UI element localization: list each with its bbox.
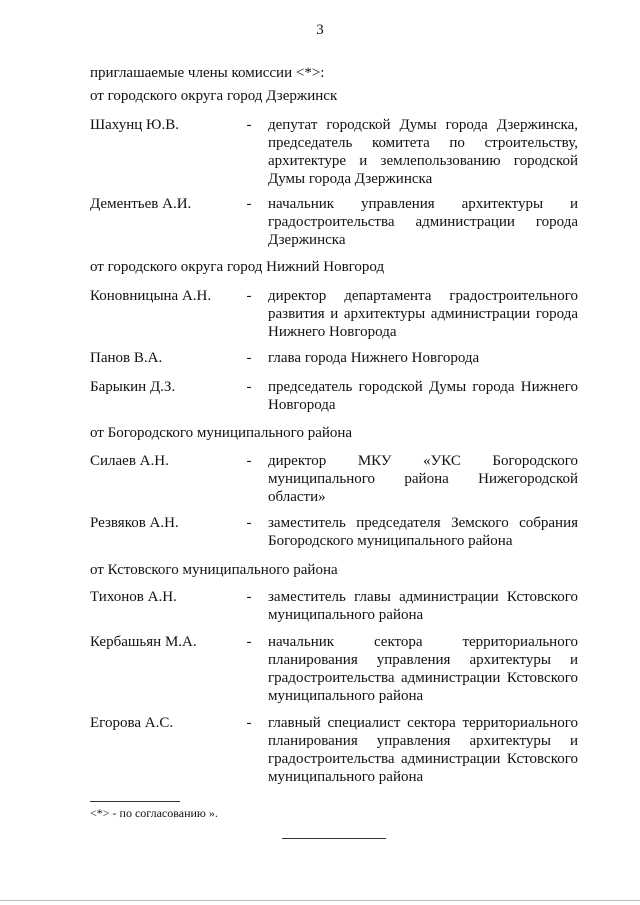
member-name: Тихонов А.Н. [90, 589, 177, 605]
member-role: директор департамента градостроительного развития и архитектуры администрации города Нижнего Новгорода [268, 288, 578, 340]
member-name: Егорова А.С. [90, 715, 174, 731]
member-role: председатель городской Думы города Нижнего Новгорода [268, 379, 578, 413]
member-name: Дементьев А.И. [90, 196, 192, 212]
member-dash: - [246, 715, 252, 731]
member-dash: - [246, 379, 252, 395]
member-dash: - [246, 515, 252, 531]
member-role: директор МКУ «УКС Богородского муниципального района Нижегородской области» [268, 453, 578, 505]
member-name: Резвяков А.Н. [90, 515, 179, 531]
member-role: начальник сектора территориального планирования управления архитектуры и градостроительства администрации Кстовского муниципального района [268, 634, 578, 704]
member-dash: - [246, 288, 252, 304]
member-dash: - [246, 350, 252, 366]
section-title-nizhny-novgorod: от городского округа город Нижний Новгород [90, 259, 385, 275]
end-separator [282, 838, 386, 839]
member-name: Шахунц Ю.В. [90, 117, 179, 133]
intro-text: приглашаемые члены комиссии <*>: [90, 65, 325, 81]
section-title-dzerzhinsk: от городского округа город Дзержинск [90, 88, 338, 104]
page-bottom-edge [0, 900, 640, 901]
member-name: Силаев А.Н. [90, 453, 169, 469]
member-name: Коновницына А.Н. [90, 288, 212, 304]
member-role: главный специалист сектора территориального планирования управления архитектуры и градостроительства администрации Кстовского муниципального района [268, 715, 578, 785]
footnote-separator [90, 801, 180, 802]
member-dash: - [246, 634, 252, 650]
member-role: заместитель председателя Земского собрания Богородского муниципального района [268, 515, 578, 549]
section-title-bogorodsk: от Богородского муниципального района [90, 425, 353, 441]
member-role: заместитель главы администрации Кстовского муниципального района [268, 589, 578, 623]
section-title-kstovo: от Кстовского муниципального района [90, 562, 338, 578]
member-dash: - [246, 453, 252, 469]
member-name: Кербашьян М.А. [90, 634, 197, 650]
footnote: <*> - по согласованию ». [90, 806, 218, 820]
member-role: депутат городской Думы города Дзержинска, председатель комитета по строительству, архитектуре и землепользованию городской Думы города Дзержинска [268, 117, 578, 187]
member-role: глава города Нижнего Новгорода [268, 350, 480, 366]
member-name: Панов В.А. [90, 350, 163, 366]
page-number: 3 [316, 22, 324, 38]
member-role: начальник управления архитектуры и градостроительства администрации города Дзержинска [268, 196, 578, 248]
member-dash: - [246, 589, 252, 605]
member-dash: - [246, 117, 252, 133]
member-name: Барыкин Д.З. [90, 379, 176, 395]
member-dash: - [246, 196, 252, 212]
